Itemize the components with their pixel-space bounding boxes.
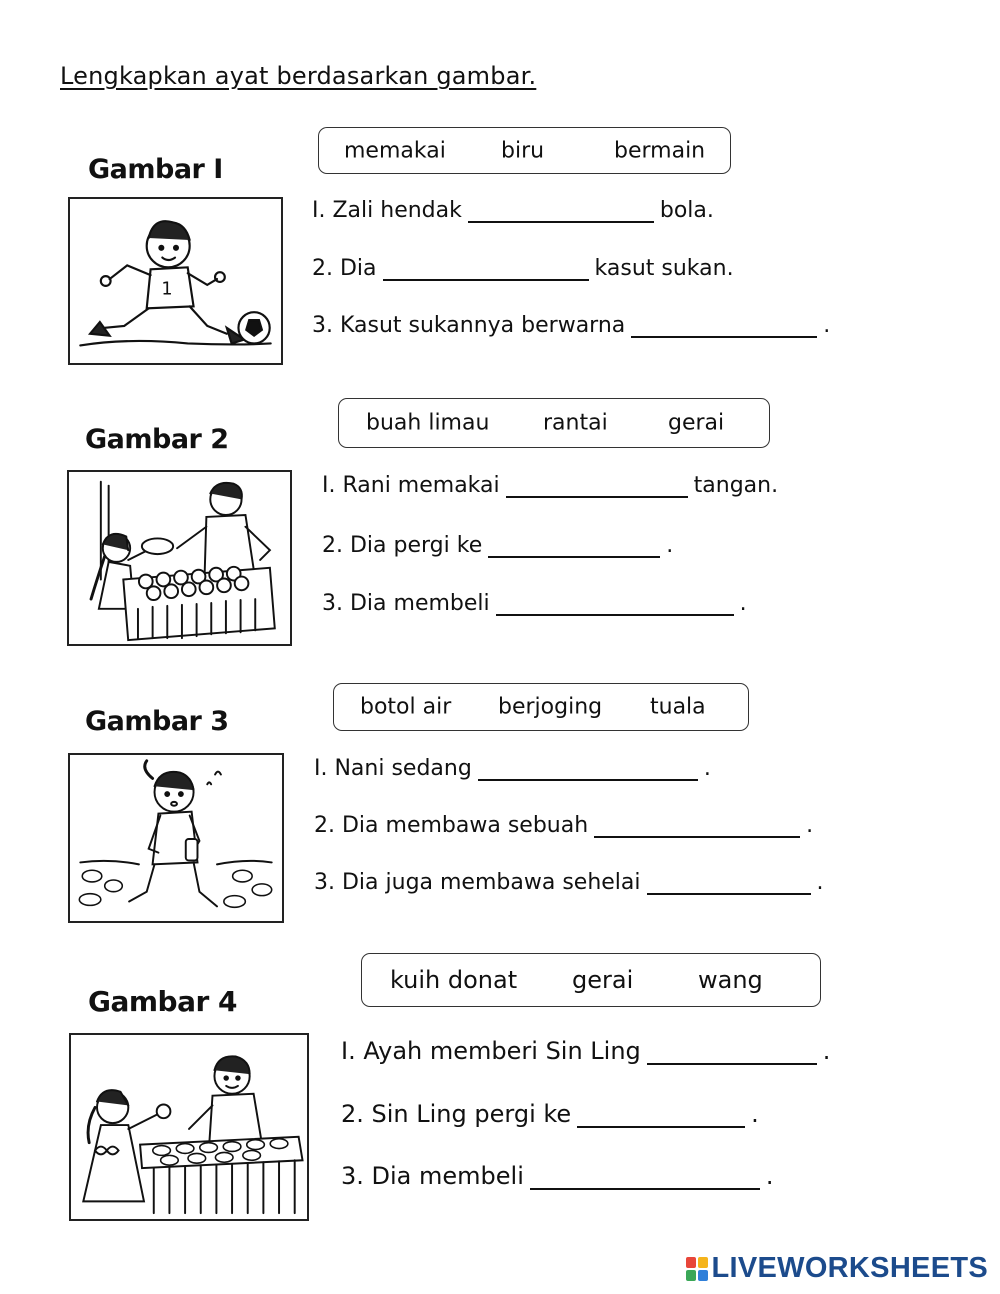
- question-text-end: .: [806, 813, 814, 838]
- word-option[interactable]: gerai: [572, 966, 634, 994]
- question-text: 3. Dia membeli: [341, 1162, 524, 1190]
- answer-input[interactable]: [594, 820, 800, 840]
- section-2-word-box: [338, 398, 770, 448]
- question-text: I. Nani sedang: [314, 756, 472, 781]
- question-text-end: .: [822, 1037, 831, 1065]
- question-text-end: .: [816, 870, 824, 895]
- answer-blank[interactable]: [468, 201, 654, 223]
- question-1-1: [312, 198, 714, 223]
- word-option[interactable]: tuala: [650, 694, 706, 720]
- section-4-picture: [69, 1033, 309, 1221]
- question-text-end: .: [823, 313, 831, 338]
- question-4-2: [341, 1100, 759, 1128]
- donut-stall-illustration: [71, 1035, 307, 1219]
- question-text: I. Zali hendak: [312, 198, 462, 223]
- answer-blank[interactable]: [631, 316, 817, 338]
- answer-blank[interactable]: [496, 594, 734, 616]
- instruction: Lengkapkan ayat berdasarkan gambar.: [60, 62, 537, 90]
- question-text-end: bola.: [659, 198, 714, 223]
- fruit-stall-illustration: [69, 472, 290, 644]
- logo-mark-icon: [686, 1257, 708, 1281]
- question-3-3: [314, 870, 824, 895]
- answer-input[interactable]: [383, 263, 589, 283]
- section-3-word-box: [333, 683, 749, 731]
- answer-blank[interactable]: [530, 1168, 760, 1190]
- answer-blank[interactable]: [647, 873, 811, 895]
- word-option[interactable]: buah limau: [366, 410, 490, 436]
- word-option[interactable]: biru: [501, 138, 545, 163]
- answer-blank[interactable]: [506, 476, 688, 498]
- answer-input[interactable]: [647, 877, 811, 897]
- answer-input[interactable]: [647, 1050, 817, 1070]
- liveworksheets-logo[interactable]: [686, 1252, 989, 1285]
- answer-blank[interactable]: [488, 536, 660, 558]
- answer-blank[interactable]: [383, 259, 589, 281]
- question-text-end: kasut sukan.: [594, 256, 734, 281]
- logo-text: LIVEWORKSHEETS: [711, 1252, 988, 1284]
- answer-input[interactable]: [577, 1113, 745, 1133]
- question-text: 3. Dia juga membawa sehelai: [314, 870, 641, 895]
- word-option[interactable]: kuih donat: [390, 966, 518, 994]
- answer-input[interactable]: [496, 598, 734, 618]
- section-3-title: Gambar 3: [85, 706, 229, 737]
- question-text-end: .: [739, 591, 747, 616]
- answer-blank[interactable]: [594, 816, 800, 838]
- word-option[interactable]: memakai: [344, 138, 446, 163]
- answer-input[interactable]: [506, 480, 688, 500]
- question-1-3: [312, 313, 830, 338]
- section-1-picture: [68, 197, 283, 365]
- question-text: 3. Dia membeli: [322, 591, 490, 616]
- word-option[interactable]: berjoging: [498, 694, 603, 720]
- question-2-2: [322, 533, 673, 558]
- question-4-1: [341, 1037, 830, 1065]
- question-text: I. Rani memakai: [322, 473, 500, 498]
- answer-input[interactable]: [631, 320, 817, 340]
- question-text-end: .: [703, 756, 711, 781]
- question-4-3: [341, 1162, 774, 1190]
- question-text: 2. Dia: [312, 256, 377, 281]
- girl-jogging-illustration: [70, 755, 282, 921]
- question-2-1: [322, 473, 778, 498]
- question-3-2: [314, 813, 813, 838]
- word-option[interactable]: botol air: [360, 694, 452, 720]
- answer-blank[interactable]: [577, 1106, 745, 1128]
- word-option[interactable]: rantai: [543, 410, 608, 436]
- section-4-title: Gambar 4: [88, 985, 238, 1018]
- word-option[interactable]: wang: [698, 966, 763, 994]
- question-text: 2. Dia pergi ke: [322, 533, 483, 558]
- question-1-2: [312, 256, 734, 281]
- answer-input[interactable]: [468, 205, 654, 225]
- section-4-word-box: [361, 953, 821, 1007]
- word-option[interactable]: gerai: [668, 410, 725, 436]
- question-text: 3. Kasut sukannya berwarna: [312, 313, 626, 338]
- question-text: I. Ayah memberi Sin Ling: [341, 1037, 641, 1065]
- section-1-word-box: [318, 127, 731, 174]
- svg-text:1: 1: [161, 279, 173, 300]
- word-option[interactable]: bermain: [614, 138, 706, 163]
- question-3-1: [314, 756, 711, 781]
- question-2-3: [322, 591, 747, 616]
- answer-blank[interactable]: [647, 1043, 817, 1065]
- question-text: 2. Sin Ling pergi ke: [341, 1100, 572, 1128]
- answer-input[interactable]: [478, 763, 698, 783]
- answer-input[interactable]: [488, 540, 660, 560]
- question-text-end: tangan.: [693, 473, 779, 498]
- answer-input[interactable]: [530, 1175, 760, 1195]
- question-text: 2. Dia membawa sebuah: [314, 813, 589, 838]
- section-2-title: Gambar 2: [85, 424, 229, 455]
- section-3-picture: [68, 753, 284, 923]
- section-2-picture: [67, 470, 292, 646]
- question-text-end: .: [751, 1100, 759, 1128]
- question-text-end: .: [765, 1162, 774, 1190]
- section-1-title: Gambar I: [88, 154, 223, 185]
- question-text-end: .: [666, 533, 674, 558]
- boy-kicking-ball-illustration: [70, 199, 281, 363]
- answer-blank[interactable]: [478, 759, 698, 781]
